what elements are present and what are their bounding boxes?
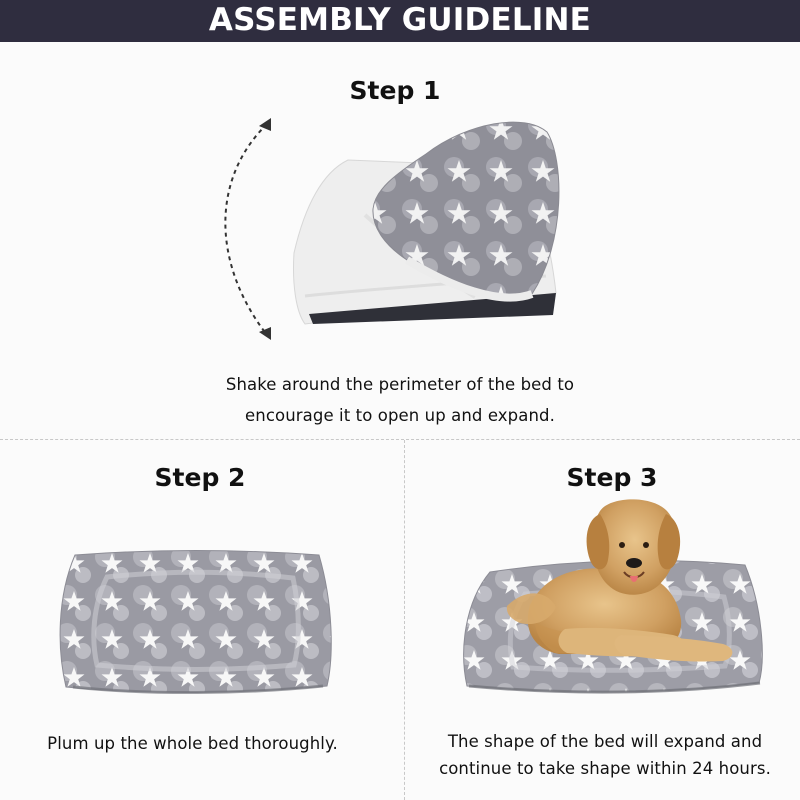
step-1-caption-line-1: Shake around the perimeter of the bed to bbox=[225, 375, 575, 394]
step-2-flat-bed-image bbox=[55, 545, 335, 705]
step-1-rolled-bed-image bbox=[270, 110, 570, 340]
step-2-title: Step 2 bbox=[154, 463, 246, 492]
step-3-bed-with-dog-image bbox=[455, 490, 785, 710]
vertical-divider bbox=[404, 440, 405, 800]
step-3-caption-line-1: The shape of the bed will expand and bbox=[447, 732, 763, 751]
page-title: ASSEMBLY GUIDELINE bbox=[208, 2, 592, 38]
step-1-title: Step 1 bbox=[349, 76, 441, 105]
horizontal-divider bbox=[0, 439, 800, 440]
step-3-title: Step 3 bbox=[566, 463, 658, 492]
step-3-caption-line-2: continue to take shape within 24 hours. bbox=[439, 759, 771, 778]
step-2-caption: Plum up the whole bed thoroughly. bbox=[47, 734, 338, 753]
step-1-caption-line-2: encourage it to open up and expand. bbox=[245, 406, 555, 425]
